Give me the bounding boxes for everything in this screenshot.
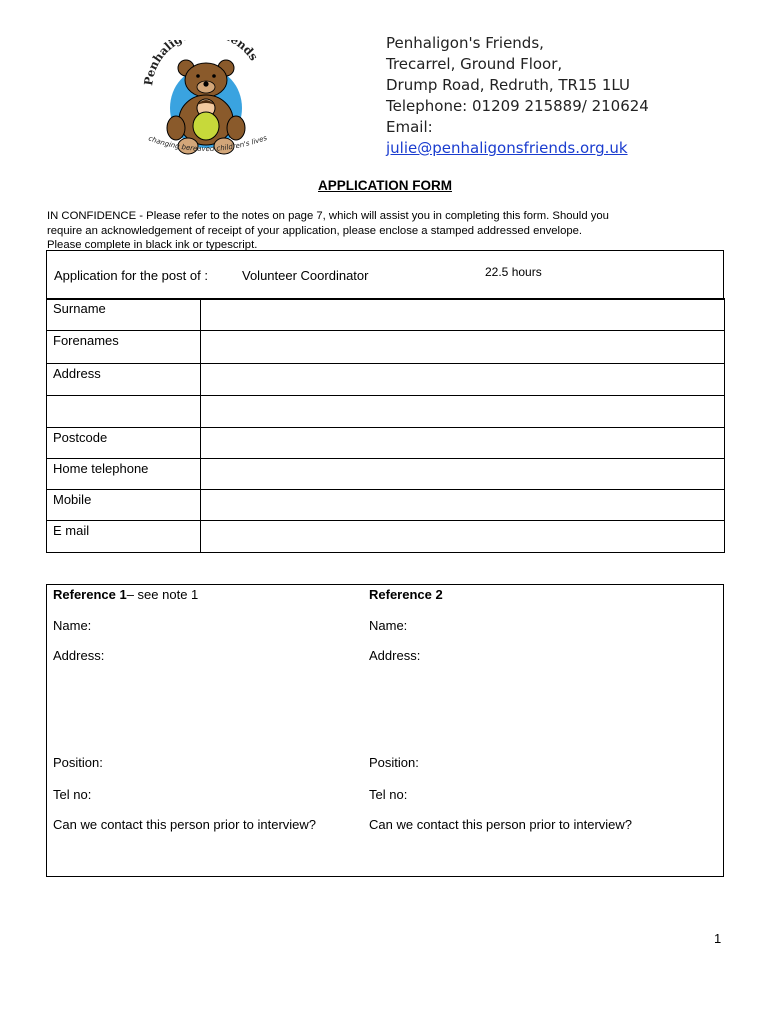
- reference-2-name-label: Name:: [369, 618, 408, 633]
- page-number: 1: [714, 931, 722, 946]
- address-field-line-1[interactable]: [201, 364, 725, 396]
- surname-field[interactable]: [201, 299, 725, 331]
- org-name: Penhaligon's Friends,: [386, 34, 544, 52]
- forenames-label: Forenames: [47, 331, 201, 364]
- organisation-address: [386, 33, 649, 159]
- org-telephone: Telephone: 01209 215889/ 210624: [386, 97, 649, 115]
- table-row: [47, 428, 725, 459]
- forenames-field[interactable]: [201, 331, 725, 364]
- table-row: [47, 331, 725, 364]
- post-hours: 22.5 hours: [485, 265, 542, 279]
- personal-details-table: [46, 298, 725, 553]
- post-label: Application for the post of :: [54, 268, 208, 283]
- address-label: Address: [47, 364, 201, 396]
- surname-label: Surname: [47, 299, 201, 331]
- reference-1-heading: [53, 587, 198, 602]
- org-email-label: Email:: [386, 118, 433, 136]
- reference-2-title: Reference 2: [369, 587, 443, 602]
- intro-text: [47, 209, 723, 253]
- logo-arc-text: Penhali nds: [141, 40, 261, 87]
- home-telephone-field[interactable]: [201, 459, 725, 490]
- reference-2-address-label: Address:: [369, 648, 421, 663]
- table-row: [47, 299, 725, 331]
- org-email-link[interactable]: julie@penhaligonsfriends.org.uk: [386, 139, 628, 157]
- reference-2-tel-label: Tel no:: [369, 787, 408, 802]
- email-label: E mail: [47, 521, 201, 553]
- post-value[interactable]: Volunteer Coordinator: [242, 268, 369, 283]
- reference-2-position-label: Position:: [369, 755, 419, 770]
- org-address-line-2: Trecarrel, Ground Floor,: [386, 55, 563, 73]
- postcode-field[interactable]: [201, 428, 725, 459]
- references-box: [46, 584, 724, 877]
- reference-1-tel-label: Tel no:: [53, 787, 92, 802]
- reference-2-contact-question: Can we contact this person prior to interview?: [369, 817, 633, 832]
- table-row: [47, 490, 725, 521]
- reference-1-position-label: Position:: [53, 755, 103, 770]
- reference-1-contact-question: Can we contact this person prior to interview?: [53, 817, 317, 832]
- intro-line-2: require an acknowledgement of receipt of your application, please enclose a stamped addressed envelope.: [47, 224, 583, 237]
- mobile-label: Mobile: [47, 490, 201, 521]
- logo-tagline: changing bereaved children's lives: [147, 133, 269, 154]
- intro-line-1: IN CONFIDENCE - Please refer to the notes on page 7, which will assist you in completing this form. Should you: [47, 210, 609, 222]
- reference-1-title: Reference 1: [53, 587, 127, 602]
- table-row: [47, 396, 725, 428]
- reference-1-name-label: Name:: [53, 618, 92, 633]
- reference-1-address-label: Address:: [53, 648, 105, 663]
- postcode-label: Postcode: [47, 428, 201, 459]
- mobile-field[interactable]: [201, 490, 725, 521]
- intro-line-3: Please complete in black ink or typescript.: [47, 239, 258, 251]
- form-title: APPLICATION FORM: [318, 178, 452, 193]
- address-continuation-cell: [47, 396, 201, 428]
- post-applied-for-box: [46, 250, 724, 300]
- table-row: [47, 459, 725, 490]
- table-row: [47, 521, 725, 553]
- email-field[interactable]: [201, 521, 725, 553]
- org-address-line-3: Drump Road, Redruth, TR15 1LU: [386, 76, 630, 94]
- address-field-line-2[interactable]: [201, 396, 725, 428]
- table-row: [47, 364, 725, 396]
- home-telephone-label: Home telephone: [47, 459, 201, 490]
- reference-1-note: – see note 1: [126, 587, 199, 602]
- penhaligons-friends-logo: [140, 40, 270, 165]
